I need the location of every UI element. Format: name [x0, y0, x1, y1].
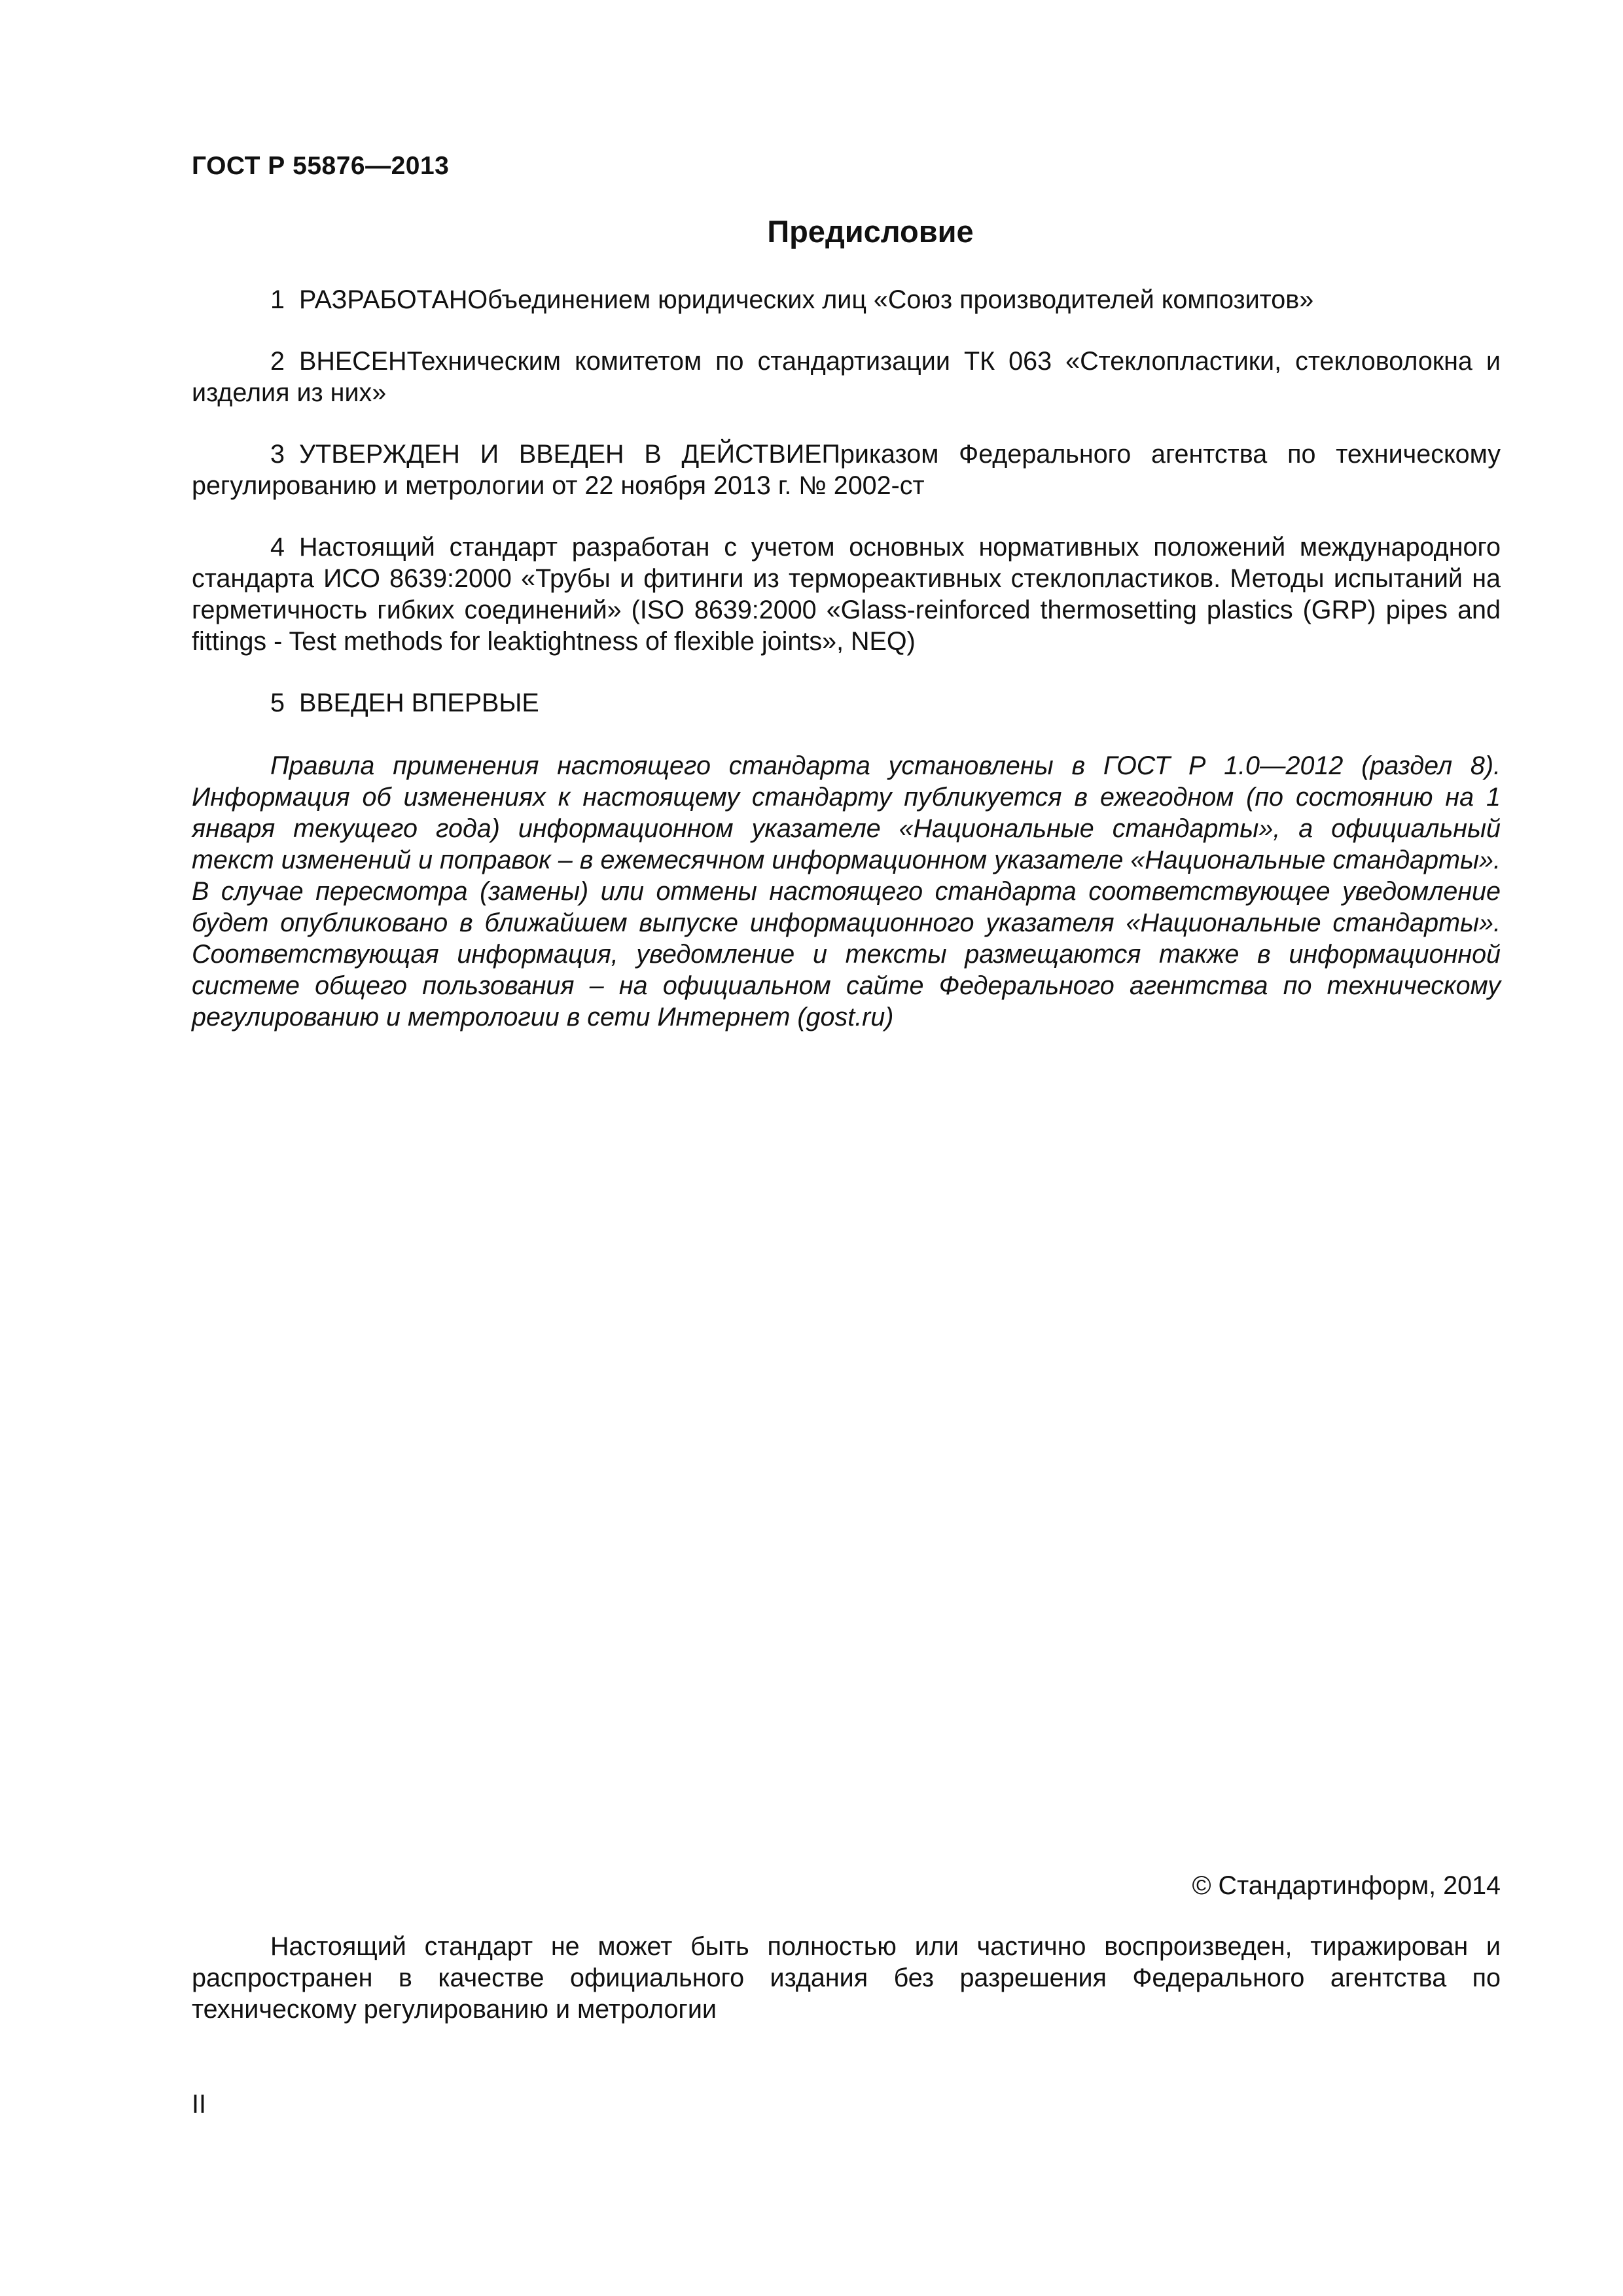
page-title: Предисловие: [767, 214, 974, 249]
foreword-item-5: [192, 687, 1501, 719]
item-text: Приказом Федерального агентства по техническому регулированию и метрологии от 22 ноября 2013 г. № 2002-ст: [192, 440, 1501, 500]
item-lead: УТВЕРЖДЕН И ВВЕДЕН В ДЕЙСТВИЕ: [298, 440, 822, 469]
reproduction-notice: Настоящий стандарт не может быть полностью или частично воспроизведен, тиражирован и распространен в качестве официального издания без разрешения Федерального агентства по техническому регулированию и метрологии: [192, 1932, 1501, 2024]
copyright-line: © Стандартинформ, 2014: [1192, 1871, 1501, 1900]
rules-note: Правила применения настоящего стандарта установлены в ГОСТ Р 1.0—2012 (раздел 8). Информация об изменениях к настоящему стандарту публикуется в ежегодном (по состоянию на 1 января текущего года) информационном указателе «Национальные стандарты», а официальный текст изменений и поправок – в ежемесячном информационном указателе «Национальные стандарты». В случае пересмотра (замены) или отмены настоящего стандарта соответствующее уведомление будет опубликовано в ближайшем выпуске информационного указателя «Национальные стандарты». Соответствующая информация, уведомление и тексты размещаются также в информационной системе общего пользования – на официальном сайте Федерального агентства по техническому регулированию и метрологии в сети Интернет (gost.ru): [192, 751, 1501, 1031]
item-number: 4: [270, 533, 285, 562]
item-text: Настоящий стандарт разработан с учетом основных нормативных положений международного стандарта ИСО 8639:2000 «Трубы и фитинги из термореактивных стеклопластиков. Методы испытаний на герметичность гибких соединений» (ISO 8639:2000 «Glass-reinforced thermosetting plastics (GRP) pipes and fittings - Test methods for leaktightness of flexible joints», NEQ): [192, 533, 1501, 656]
item-lead: ВНЕСЕН: [298, 347, 407, 376]
item-number: 5: [270, 689, 285, 717]
item-lead: РАЗРАБОТАН: [298, 285, 468, 314]
item-text: Техническим комитетом по стандартизации ТК 063 «Стеклопластики, стекловолокна и изделия из них»: [192, 347, 1501, 407]
item-text: Объединением юридических лиц «Союз производителей композитов»: [467, 285, 1314, 314]
item-lead: ВВЕДЕН ВПЕРВЫЕ: [298, 689, 539, 717]
item-number: 1: [270, 285, 285, 314]
foreword-item-2: [192, 346, 1501, 408]
foreword-item-1: [192, 284, 1501, 315]
page-number: II: [192, 2090, 206, 2119]
foreword-item-4: [192, 531, 1501, 657]
document-code-header: ГОСТ Р 55876—2013: [192, 152, 450, 180]
item-number: 3: [270, 440, 285, 469]
item-number: 2: [270, 347, 285, 376]
foreword-item-3: [192, 439, 1501, 501]
